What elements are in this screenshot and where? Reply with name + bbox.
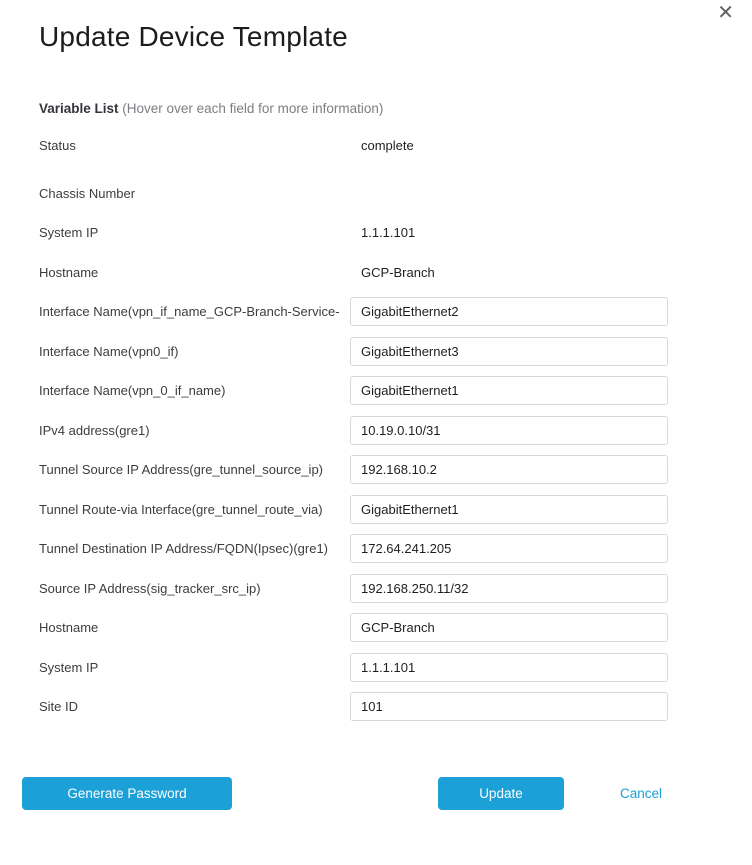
interface-name-vpn-0-if-name-input[interactable] <box>350 376 668 405</box>
field-row-system-ip-static <box>39 218 668 247</box>
update-button[interactable]: Update <box>438 777 564 810</box>
field-row-tunnel-destination-ip <box>39 534 668 563</box>
field-row-status <box>39 131 668 160</box>
field-value: complete <box>361 138 414 153</box>
field-label: Tunnel Destination IP Address/FQDN(Ipsec)(gre1) <box>39 541 329 556</box>
variable-list-hint: (Hover over each field for more information) <box>118 101 384 116</box>
field-row-chassis-number <box>39 179 668 208</box>
field-label: System IP <box>39 225 99 240</box>
site-id-input[interactable] <box>350 692 668 721</box>
field-row-tunnel-source-ip <box>39 455 668 484</box>
field-label: Hostname <box>39 620 99 635</box>
field-label: Source IP Address(sig_tracker_src_ip) <box>39 580 261 596</box>
tunnel-source-ip-input[interactable] <box>350 455 668 484</box>
field-row-interface-name-vpn0-if <box>39 337 668 366</box>
field-value: 1.1.1.101 <box>361 225 416 240</box>
variable-list-header <box>39 100 713 118</box>
field-row-interface-name-vpn-0-if-name <box>39 376 668 405</box>
field-row-tunnel-route-via <box>39 495 668 524</box>
field-label: IPv4 address(gre1) <box>39 422 150 438</box>
variable-list-title: Variable List <box>39 101 119 116</box>
field-value: GCP-Branch <box>361 264 435 280</box>
close-icon[interactable]: ✕ <box>717 2 734 24</box>
variable-list <box>39 131 668 721</box>
ipv4-address-gre1-input[interactable] <box>350 416 668 445</box>
modal-footer <box>0 777 752 810</box>
field-row-hostname-input <box>39 613 668 642</box>
field-label: Interface Name(vpn0_if) <box>39 343 179 359</box>
field-row-ipv4-address-gre1 <box>39 416 668 445</box>
field-label: Site ID <box>39 699 79 714</box>
tunnel-route-via-input[interactable] <box>350 495 668 524</box>
field-row-hostname-static <box>39 258 668 287</box>
modal-title: Update Device Template <box>39 21 348 52</box>
field-label: Interface Name(vpn_0_if_name) <box>39 383 226 398</box>
source-ip-sig-tracker-input[interactable] <box>350 574 668 603</box>
generate-password-button[interactable]: Generate Password <box>22 777 232 810</box>
tunnel-destination-ip-input[interactable] <box>350 534 668 563</box>
field-label: Chassis Number <box>39 185 136 201</box>
interface-name-service-vpn-input[interactable] <box>350 297 668 326</box>
field-row-system-ip-input <box>39 653 668 682</box>
field-row-site-id <box>39 692 668 721</box>
field-row-source-ip-sig-tracker <box>39 574 668 603</box>
field-label: System IP <box>39 659 99 675</box>
field-label: Status <box>39 138 76 153</box>
interface-name-vpn0-if-input[interactable] <box>350 337 668 366</box>
field-label: Tunnel Source IP Address(gre_tunnel_source_ip) <box>39 462 324 477</box>
field-label: Hostname <box>39 264 99 280</box>
field-row-interface-name-service-vpn <box>39 297 668 326</box>
hostname-input[interactable] <box>350 613 668 642</box>
field-label: Tunnel Route-via Interface(gre_tunnel_route_via) <box>39 501 323 517</box>
field-label: Interface Name(vpn_if_name_GCP-Branch-Service- <box>39 304 340 319</box>
system-ip-input[interactable] <box>350 653 668 682</box>
cancel-button[interactable]: Cancel <box>619 786 662 801</box>
